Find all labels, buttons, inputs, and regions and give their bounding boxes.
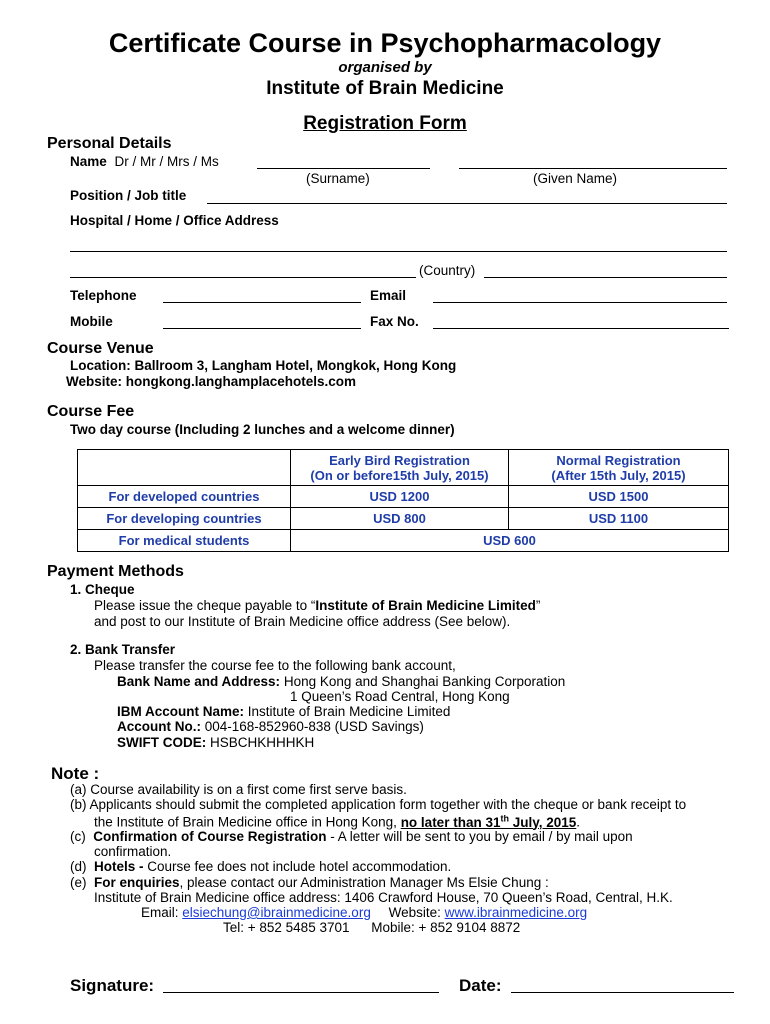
course-fee-subtitle: Two day course (Including 2 lunches and a welcome dinner) — [70, 422, 455, 437]
table-row — [78, 486, 729, 508]
email-prefix: Email: — [141, 905, 183, 920]
note-b: (b) Applicants should submit the completed application form together with the cheque or bank receipt to — [70, 797, 687, 812]
surname-caption: (Surname) — [306, 171, 370, 186]
early-bird-fee: USD 1200 — [291, 486, 509, 508]
bank-transfer-title: 2. Bank Transfer — [70, 642, 176, 657]
email-label: Email — [370, 288, 407, 303]
normal-date: (After 15th July, 2015) — [551, 467, 686, 483]
organised-by: organised by — [338, 59, 432, 76]
fee-table — [77, 449, 729, 552]
early-bird-header — [291, 450, 509, 486]
fee-table-header-row — [78, 450, 729, 486]
note-c-label: Confirmation of Course Registration — [93, 829, 327, 844]
address-line-1[interactable] — [70, 251, 727, 252]
note-b-line2 — [94, 813, 580, 830]
normal-title: Normal Registration — [556, 452, 681, 468]
signature-label: Signature: — [70, 976, 155, 995]
account-no: 004-168-852960-838 (USD Savings) — [201, 719, 424, 734]
normal-header — [509, 450, 729, 486]
fax-label: Fax No. — [370, 314, 419, 329]
country-caption: (Country) — [419, 263, 476, 278]
fee-table-corner — [78, 450, 291, 486]
address-line-2[interactable] — [70, 277, 416, 278]
bank-transfer-intro: Please transfer the course fee to the following bank account, — [94, 658, 456, 673]
normal-fee: USD 1500 — [509, 486, 729, 508]
telephone-number: Tel: + 852 5485 3701 — [223, 920, 350, 935]
early-bird-fee: USD 800 — [291, 508, 509, 530]
deadline — [401, 815, 577, 830]
position-field[interactable] — [207, 203, 727, 204]
note-d-text: Course fee does not include hotel accommodation. — [143, 859, 452, 874]
note-e-text: , please contact our Administration Manager Ms Elsie Chung : — [179, 875, 549, 890]
contact-phones — [223, 920, 520, 935]
note-heading: Note : — [51, 764, 100, 783]
student-fee: USD 600 — [291, 530, 729, 552]
bank-address: 1 Queen’s Road Central, Hong Kong — [290, 689, 510, 704]
email-link[interactable]: elsiechung@ibrainmedicine.org — [182, 905, 371, 920]
office-address: Institute of Brain Medicine office address: 1406 Crawford House, 70 Queen’s Road, Central, H.K. — [94, 890, 673, 905]
swift-line — [117, 735, 314, 750]
given-name-field[interactable] — [459, 168, 727, 169]
normal-fee: USD 1100 — [509, 508, 729, 530]
course-venue-heading: Course Venue — [47, 340, 154, 357]
signature-field[interactable] — [163, 992, 439, 993]
contact-links — [141, 905, 587, 920]
cheque-text: Please issue the cheque payable to “ — [94, 598, 316, 613]
website-prefix: Website: — [388, 905, 445, 920]
institute-name: Institute of Brain Medicine — [266, 78, 504, 99]
telephone-label: Telephone — [70, 288, 137, 303]
note-b-end: . — [576, 814, 581, 830]
surname-field[interactable] — [257, 168, 430, 169]
position-label: Position / Job title — [70, 188, 187, 203]
country-field[interactable] — [484, 277, 727, 278]
deadline-month: July, 2015 — [508, 814, 577, 830]
account-no-label: Account No.: — [117, 719, 201, 734]
bank-name-label: Bank Name and Address: — [117, 674, 281, 689]
row-label: For developing countries — [78, 508, 291, 530]
row-label: For developed countries — [78, 486, 291, 508]
early-bird-title: Early Bird Registration — [329, 452, 470, 468]
cheque-payee: Institute of Brain Medicine Limited — [315, 598, 536, 613]
course-fee-heading: Course Fee — [47, 403, 135, 420]
table-row — [78, 530, 729, 552]
email-field[interactable] — [433, 302, 727, 303]
note-e-label: For enquiries — [94, 875, 180, 890]
cheque-instruction — [94, 598, 540, 613]
telephone-field[interactable] — [163, 302, 361, 303]
swift-label: SWIFT CODE: — [117, 735, 207, 750]
early-bird-date: (On or before15th July, 2015) — [310, 467, 489, 483]
form-title: Registration Form — [303, 113, 467, 134]
cheque-text-end: ” — [535, 598, 541, 613]
account-name: Institute of Brain Medicine Limited — [244, 704, 451, 719]
account-name-label: IBM Account Name: — [117, 704, 245, 719]
note-c-text: - A letter will be sent to you by email / by mail upon — [326, 829, 633, 844]
mobile-number: Mobile: + 852 9104 8872 — [371, 920, 521, 935]
cheque-title: 1. Cheque — [70, 582, 135, 597]
note-a: (a) Course availability is on a first come first serve basis. — [70, 782, 407, 797]
deadline-sup: th — [500, 813, 509, 823]
date-label: Date: — [459, 976, 502, 995]
given-name-caption: (Given Name) — [533, 171, 618, 186]
account-no-line — [117, 719, 424, 734]
note-c-line2: confirmation. — [94, 844, 172, 859]
date-field[interactable] — [511, 992, 734, 993]
bank-name-line — [117, 674, 565, 689]
personal-details-heading: Personal Details — [47, 135, 172, 152]
payment-methods-heading: Payment Methods — [47, 563, 184, 580]
venue-website: Website: hongkong.langhamplacehotels.com — [66, 374, 357, 389]
table-row — [78, 508, 729, 530]
account-name-line — [117, 704, 450, 719]
venue-location: Location: Ballroom 3, Langham Hotel, Mongkok, Hong Kong — [70, 358, 457, 373]
note-d-label: Hotels - — [94, 859, 144, 874]
row-label: For medical students — [78, 530, 291, 552]
mobile-field[interactable] — [163, 328, 361, 329]
note-d: (d) Hotels - Course fee does not include hotel accommodation. — [70, 859, 452, 874]
mobile-label: Mobile — [70, 314, 113, 329]
fax-field[interactable] — [433, 328, 729, 329]
name-label: Name — [70, 154, 107, 169]
bank-name: Hong Kong and Shanghai Banking Corporation — [280, 674, 566, 689]
note-e: (e) For enquiries, please contact our Administration Manager Ms Elsie Chung : — [70, 875, 549, 890]
cheque-post-instruction: and post to our Institute of Brain Medicine office address (See below). — [94, 614, 511, 629]
note-c: (c) Confirmation of Course Registration - A letter will be sent to you by email / by mail upon — [70, 829, 633, 844]
address-label: Hospital / Home / Office Address — [70, 213, 279, 228]
document-title: Certificate Course in Psychopharmacology — [108, 28, 662, 58]
deadline-text: no later than 31 — [400, 814, 501, 830]
note-b-text: the Institute of Brain Medicine office in Hong Kong, — [94, 814, 401, 830]
website-link[interactable]: www.ibrainmedicine.org — [444, 905, 588, 920]
swift-code: HSBCHKHHHKH — [206, 735, 315, 750]
name-titles: Dr / Mr / Mrs / Ms — [114, 154, 219, 169]
